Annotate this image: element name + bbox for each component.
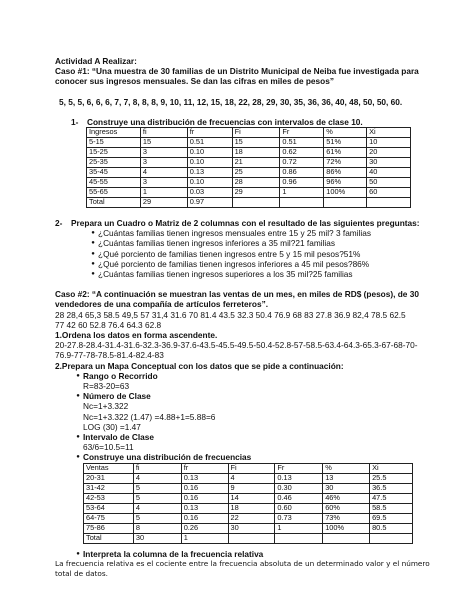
- frequency-table-2: [83, 463, 413, 544]
- table-cell: 0.10: [187, 158, 232, 168]
- table-cell: 0.51: [187, 138, 232, 148]
- table-cell: 58.5: [370, 503, 413, 513]
- step2-text: Prepara un Cuadro o Matriz de 2 columnas con el resultado de las siguientes preguntas:: [71, 218, 420, 229]
- table-cell: 40: [367, 168, 411, 178]
- table-cell: 30: [367, 158, 411, 168]
- table-cell: [370, 533, 413, 543]
- table-cell: 75-86: [84, 523, 134, 533]
- bullet-icon: ●: [91, 260, 95, 267]
- table-cell: 15: [140, 138, 187, 148]
- table-row: [87, 178, 411, 188]
- table-row: [87, 138, 411, 148]
- table-cell: 100%: [323, 523, 370, 533]
- bullet-icon: ●: [91, 240, 95, 247]
- step2b-heading: 2.Prepara un Mapa Conceptual con los datos que se pide a continuación:: [55, 360, 344, 371]
- table-row: [84, 493, 413, 503]
- table-row: [84, 533, 413, 543]
- table-cell: 80.5: [370, 523, 413, 533]
- document-page: [55, 56, 430, 579]
- table-row: [84, 513, 413, 523]
- bullet-icon: ●: [91, 230, 95, 237]
- table-header-cell: Ventas: [84, 463, 134, 473]
- table-cell: 25.5: [370, 473, 413, 483]
- bullet-icon: ●: [76, 434, 80, 441]
- table-cell: 64-75: [84, 513, 134, 523]
- question-text: ¿Cuántas familias tienen ingresos inferiores a 35 mil?21 familias: [98, 238, 336, 249]
- table-header-cell: Fi: [228, 463, 275, 473]
- intervalo-title: Intervalo de Clase: [83, 432, 155, 443]
- table-header-cell: fi: [133, 463, 181, 473]
- table-header-cell: fr: [181, 463, 228, 473]
- table-cell: 18: [232, 148, 280, 158]
- step1-number: 1-: [71, 116, 79, 127]
- step2-number: 2-: [55, 218, 63, 229]
- bullet-icon: ●: [91, 250, 95, 257]
- question-item: [88, 249, 425, 259]
- table-cell: 0.97: [187, 198, 232, 208]
- table-cell: Total: [87, 198, 141, 208]
- final-text-line1: La frecuencia relativa es el cociente entre la frecuencia absoluta de un determinado valor y el número: [55, 558, 430, 568]
- table-header-row: [87, 128, 411, 138]
- table-cell: 28: [232, 178, 280, 188]
- table-header-cell: %: [324, 128, 367, 138]
- table-cell: 15-25: [87, 148, 141, 158]
- table-cell: 0.62: [280, 148, 324, 158]
- step2-heading: [55, 218, 425, 228]
- table-cell: 29: [232, 188, 280, 198]
- bullet-icon: ●: [76, 372, 80, 379]
- table-cell: 0.60: [275, 503, 323, 513]
- intervalo-item: [73, 432, 425, 442]
- table-cell: 4: [140, 168, 187, 178]
- table-header-cell: Ingresos: [87, 128, 141, 138]
- table-cell: 60: [367, 188, 411, 198]
- table-cell: 0.16: [181, 513, 228, 523]
- table-cell: 13: [323, 473, 370, 483]
- table-row: [84, 483, 413, 493]
- table-cell: [280, 198, 324, 208]
- table-cell: 0.13: [187, 168, 232, 178]
- table-cell: 14: [228, 493, 275, 503]
- table-cell: 45-55: [87, 178, 141, 188]
- table-cell: 4: [228, 473, 275, 483]
- table-cell: 0.46: [275, 493, 323, 503]
- table-cell: 53-64: [84, 503, 134, 513]
- table-cell: 0.10: [187, 178, 232, 188]
- table-cell: 30: [133, 533, 181, 543]
- table-cell: 42-53: [84, 493, 134, 503]
- rango-item: [73, 371, 425, 381]
- table-cell: 1: [275, 523, 323, 533]
- table-cell: 1: [280, 188, 324, 198]
- bullet-icon: ●: [76, 393, 80, 400]
- table-cell: [323, 533, 370, 543]
- table-cell: 8: [133, 523, 181, 533]
- table-header-cell: %: [323, 463, 370, 473]
- activity-title: Actividad A Realizar:: [55, 56, 137, 66]
- bullet-icon: ●: [76, 454, 80, 461]
- table-cell: 0.86: [280, 168, 324, 178]
- table-cell: 0.72: [280, 158, 324, 168]
- table-cell: 5: [133, 483, 181, 493]
- table-row: [87, 198, 411, 208]
- table-cell: 0.03: [187, 188, 232, 198]
- construye-item: [73, 452, 425, 462]
- table-cell: 30: [323, 483, 370, 493]
- case2-data-line2: 77 42 60 52.8 76.4 64.3 62.8: [55, 319, 162, 330]
- table-cell: 73%: [323, 513, 370, 523]
- table-cell: 36.5: [370, 483, 413, 493]
- ordena-heading: 1.Ordena los datos en forma ascendente.: [55, 330, 218, 341]
- table-header-cell: Fr: [280, 128, 324, 138]
- table-header-cell: fr: [187, 128, 232, 138]
- step1-text: Construye una distribución de frecuencias con intervalos de clase 10.: [87, 116, 363, 127]
- table-cell: 72%: [324, 158, 367, 168]
- question-text: ¿Cuántas familias tienen ingresos superiores a los 35 mil?25 familias: [98, 269, 353, 280]
- question-item: [88, 228, 425, 238]
- table-cell: 1: [140, 188, 187, 198]
- nclase-line2: Nc=1+3.322 (1.47) =4.88+1=5.88=6: [83, 411, 216, 422]
- table-cell: 20-31: [84, 473, 134, 483]
- nclase-item: [73, 391, 425, 401]
- table-cell: [324, 198, 367, 208]
- question-text: ¿Cuántas familias tienen ingresos mensuales entre 15 y 25 mil? 3 familias: [98, 228, 372, 239]
- case1-heading-line1: Caso #1: “Una muestra de 30 familias de un Distrito Municipal de Neiba fue investigada para: [55, 66, 419, 77]
- table-cell: 0.73: [275, 513, 323, 523]
- table-row: [87, 148, 411, 158]
- bullet-icon: ●: [91, 271, 95, 278]
- table-cell: 3: [140, 178, 187, 188]
- table-row: [87, 168, 411, 178]
- table-header-cell: Fr: [275, 463, 323, 473]
- table-cell: 29: [140, 198, 187, 208]
- table-cell: Total: [84, 533, 134, 543]
- table-cell: 25-35: [87, 158, 141, 168]
- step1-heading: [55, 117, 425, 127]
- question-text: ¿Qué porciento de familias tienen ingresos entre 5 y 15 mil pesos?51%: [98, 248, 361, 259]
- table-cell: 0.13: [181, 473, 228, 483]
- sorted-data-line2: 76.9-77-78-78.5-81.4-82.4-83: [55, 350, 164, 361]
- table-cell: 0.16: [181, 483, 228, 493]
- table-header-row: [84, 463, 413, 473]
- question-text: ¿Qué porciento de familias tienen ingresos inferiores a 45 mil pesos?86%: [98, 258, 370, 269]
- construye-title: Construye una distribución de frecuencias: [83, 452, 252, 463]
- table-cell: 4: [133, 473, 181, 483]
- table-row: [84, 473, 413, 483]
- table-cell: 50: [367, 178, 411, 188]
- table-header-cell: Fi: [232, 128, 280, 138]
- table-cell: 61%: [324, 148, 367, 158]
- nclase-line3: LOG (30) =1.47: [83, 421, 141, 432]
- interpreta-title: Interpreta la columna de la frecuencia relativa: [83, 548, 264, 559]
- table-cell: 20: [367, 148, 411, 158]
- case1-data: 5, 5, 5, 6, 6, 6, 7, 7, 8, 8, 8, 9, 10, 11, 12, 15, 18, 22, 28, 29, 30, 35, 36, 36, 40, 48, 50, 50, 60.: [59, 96, 403, 107]
- table-cell: 0.13: [181, 503, 228, 513]
- table-cell: 0.10: [187, 148, 232, 158]
- rango-title: Rango o Recorrido: [83, 370, 158, 381]
- table-row: [87, 188, 411, 198]
- table-cell: 22: [228, 513, 275, 523]
- question-item: [88, 238, 425, 248]
- table-cell: 15: [232, 138, 280, 148]
- question-item: [88, 259, 425, 269]
- table-cell: 51%: [324, 138, 367, 148]
- frequency-table-1: [86, 127, 411, 208]
- table-cell: 69.5: [370, 513, 413, 523]
- table-cell: 47.5: [370, 493, 413, 503]
- table-cell: 3: [140, 148, 187, 158]
- table-cell: 0.26: [181, 523, 228, 533]
- nclase-line1: Nc=1+3.322: [83, 401, 129, 412]
- table-cell: 55-65: [87, 188, 141, 198]
- table-cell: 5: [133, 513, 181, 523]
- interpreta-item: [73, 549, 425, 559]
- table-cell: 4: [133, 503, 181, 513]
- table-row: [84, 503, 413, 513]
- table-cell: 3: [140, 158, 187, 168]
- table-cell: 100%: [324, 188, 367, 198]
- table-header-cell: Xi: [370, 463, 413, 473]
- table-cell: 86%: [324, 168, 367, 178]
- table-cell: 5-15: [87, 138, 141, 148]
- table-cell: 5: [133, 493, 181, 503]
- table-header-cell: fi: [140, 128, 187, 138]
- table-cell: 96%: [324, 178, 367, 188]
- case2-data-line1: 28 28,4 65,3 58.5 49,5 57 31,4 31.6 70 81.4 43.5 32.3 50.4 76.9 68 83 27.8 36.9 82,4 78.5 62.5: [55, 309, 406, 320]
- questions-list: [55, 228, 425, 279]
- question-item: [88, 269, 425, 279]
- table-cell: 1: [181, 533, 228, 543]
- table-cell: 60%: [323, 503, 370, 513]
- rango-calc: R=83-20=63: [83, 381, 130, 392]
- table-cell: 35-45: [87, 168, 141, 178]
- nclase-title: Número de Clase: [83, 391, 151, 402]
- case2-heading-line2: vendedores de una compañía de artículos ferreteros”.: [55, 299, 269, 310]
- table-row: [84, 523, 413, 533]
- final-text-line2: total de datos.: [55, 569, 108, 579]
- intervalo-calc: 63/6=10.5=11: [83, 442, 134, 453]
- table-cell: 0.16: [181, 493, 228, 503]
- table-row: [87, 158, 411, 168]
- table-cell: 0.13: [275, 473, 323, 483]
- table-cell: [228, 533, 275, 543]
- table-cell: 10: [367, 138, 411, 148]
- table-cell: 46%: [323, 493, 370, 503]
- case2-heading-line1: Caso #2: “A continuación se muestran las ventas de un mes, en miles de RD$ (pesos), de 30: [55, 289, 419, 300]
- table-cell: 0.96: [280, 178, 324, 188]
- table-cell: 30: [228, 523, 275, 533]
- table-cell: 9: [228, 483, 275, 493]
- table-header-cell: Xi: [367, 128, 411, 138]
- table-cell: 0.30: [275, 483, 323, 493]
- table-cell: 21: [232, 158, 280, 168]
- table-cell: [275, 533, 323, 543]
- table-cell: 31-42: [84, 483, 134, 493]
- table-cell: 0.51: [280, 138, 324, 148]
- table-cell: [232, 198, 280, 208]
- table-cell: 25: [232, 168, 280, 178]
- bullet-icon: ●: [76, 550, 80, 557]
- sorted-data-line1: 20-27.8-28.4-31.4-31.6-32.3-36.9-37.6-43.5-45.5-49.5-50.4-52.8-57-58.5-63.4-64.3-65.3-67-68-70-: [55, 340, 418, 351]
- case1-heading-line2: conocer sus ingresos mensuales. Se dan las cifras en miles de pesos”: [55, 76, 334, 87]
- table-cell: 18: [228, 503, 275, 513]
- table-cell: [367, 198, 411, 208]
